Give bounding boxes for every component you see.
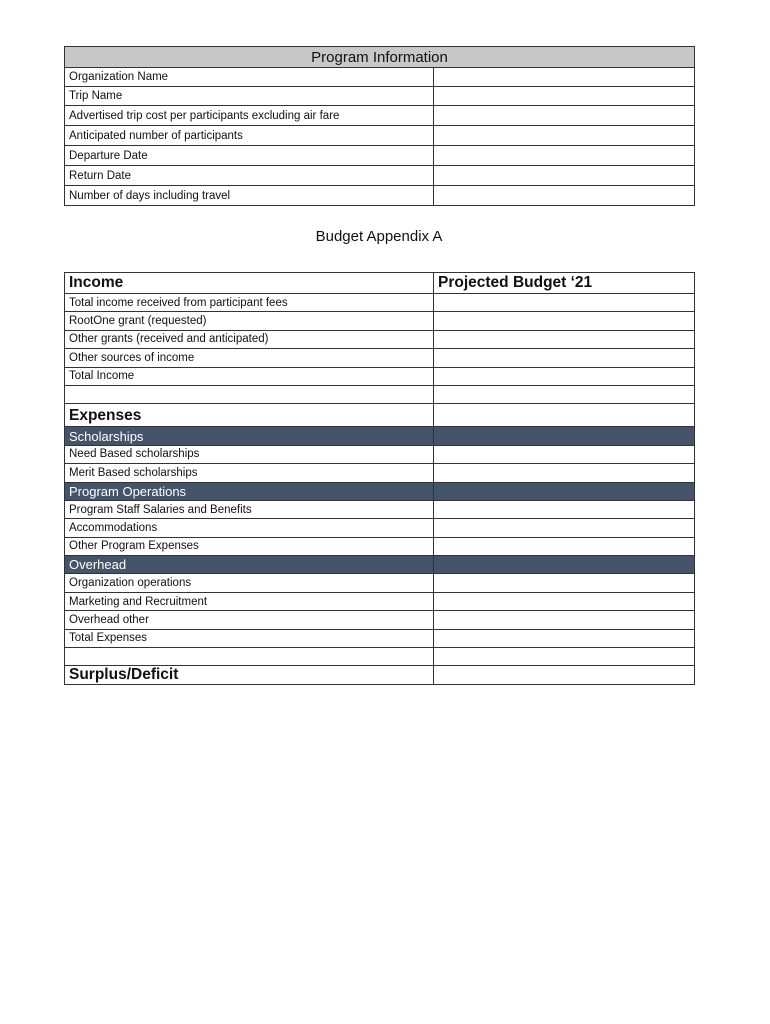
budget-value-cell[interactable]: [434, 330, 695, 348]
budget-row-label: RootOne grant (requested): [65, 312, 434, 330]
budget-value-cell[interactable]: [434, 294, 695, 312]
organization-name-input[interactable]: [434, 68, 695, 87]
overhead-section-label: Overhead: [65, 556, 434, 574]
budget-row-label: Accommodations: [65, 519, 434, 537]
expenses-header: Expenses: [65, 404, 434, 427]
budget-appendix-title: Budget Appendix A: [315, 228, 443, 245]
budget-row-label: Other sources of income: [65, 349, 434, 367]
section-band-cell: [434, 556, 695, 574]
budget-value-cell[interactable]: [434, 592, 695, 610]
budget-value-cell[interactable]: [434, 574, 695, 592]
row-label: Anticipated number of participants: [65, 126, 434, 146]
trip-name-input[interactable]: [434, 87, 695, 106]
budget-value-cell[interactable]: [434, 537, 695, 555]
surplus-deficit-label: Surplus/Deficit: [65, 666, 434, 685]
budget-row-label: Total income received from participant fees: [65, 294, 434, 312]
budget-row-label: Other grants (received and anticipated): [65, 330, 434, 348]
row-label: Departure Date: [65, 146, 434, 166]
blank-cell: [65, 648, 434, 666]
budget-row-label: Total Expenses: [65, 629, 434, 647]
row-label: Trip Name: [65, 87, 434, 106]
scholarships-section-label: Scholarships: [65, 427, 434, 445]
budget-row-label: Total Income: [65, 367, 434, 385]
blank-cell: [434, 385, 695, 403]
budget-value-cell[interactable]: [434, 367, 695, 385]
budget-row-label: Program Staff Salaries and Benefits: [65, 500, 434, 518]
row-label: Organization Name: [65, 68, 434, 87]
participants-input[interactable]: [434, 126, 695, 146]
budget-row-label: Overhead other: [65, 611, 434, 629]
budget-value-cell[interactable]: [434, 464, 695, 482]
number-of-days-input[interactable]: [434, 186, 695, 206]
budget-table: [64, 272, 695, 685]
budget-row-label: Other Program Expenses: [65, 537, 434, 555]
section-band-cell: [434, 427, 695, 445]
budget-value-cell[interactable]: [434, 500, 695, 518]
section-band-cell: [434, 482, 695, 500]
row-label: Return Date: [65, 166, 434, 186]
projected-budget-header: Projected Budget ‘21: [434, 273, 695, 294]
budget-row-label: Organization operations: [65, 574, 434, 592]
row-label: Advertised trip cost per participants excluding air fare: [65, 106, 434, 126]
departure-date-input[interactable]: [434, 146, 695, 166]
program-information-table: [64, 46, 695, 206]
budget-value-cell[interactable]: [434, 629, 695, 647]
budget-row-label: Marketing and Recruitment: [65, 592, 434, 610]
blank-cell: [434, 648, 695, 666]
surplus-deficit-value[interactable]: [434, 666, 695, 685]
program-information-title: Program Information: [65, 47, 695, 68]
budget-row-label: Merit Based scholarships: [65, 464, 434, 482]
budget-value-cell[interactable]: [434, 349, 695, 367]
program-operations-section-label: Program Operations: [65, 482, 434, 500]
budget-row-label: Need Based scholarships: [65, 445, 434, 463]
blank-cell: [65, 385, 434, 403]
return-date-input[interactable]: [434, 166, 695, 186]
budget-value-cell[interactable]: [434, 445, 695, 463]
trip-cost-input[interactable]: [434, 106, 695, 126]
blank-cell: [434, 404, 695, 427]
row-label: Number of days including travel: [65, 186, 434, 206]
budget-value-cell[interactable]: [434, 611, 695, 629]
budget-value-cell[interactable]: [434, 519, 695, 537]
budget-value-cell[interactable]: [434, 312, 695, 330]
income-header: Income: [65, 273, 434, 294]
